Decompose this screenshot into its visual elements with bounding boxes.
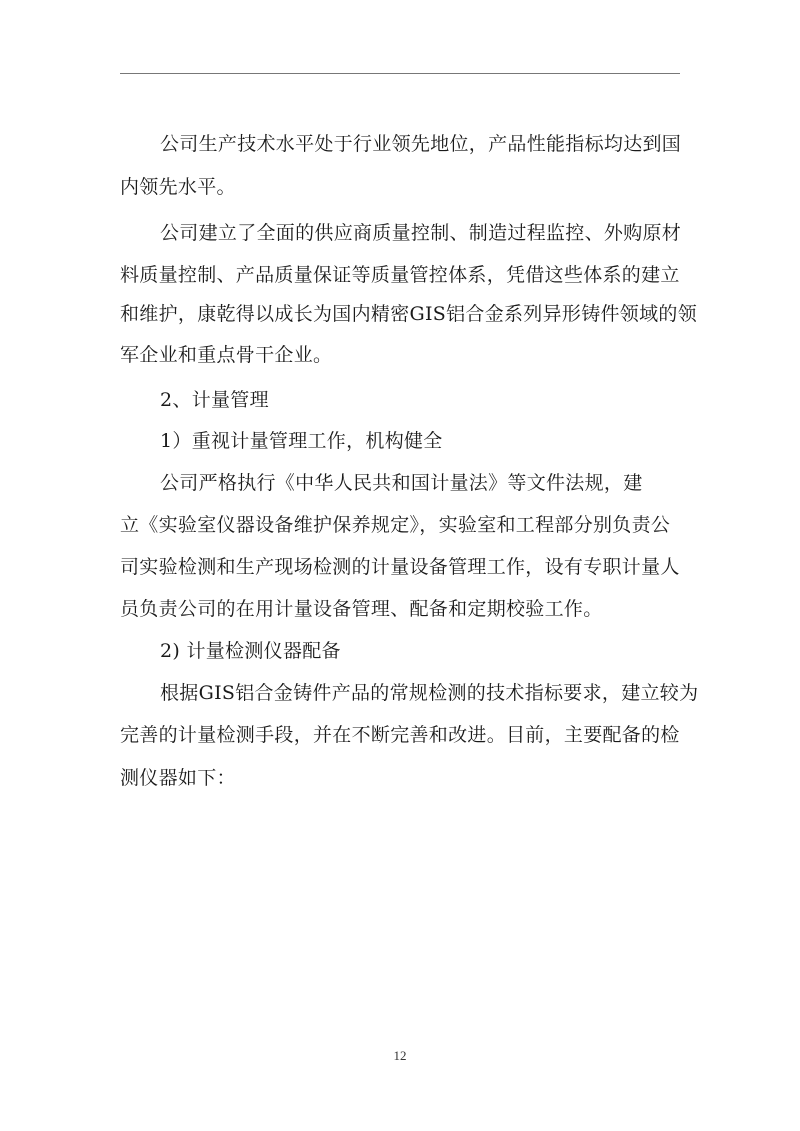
text-line: 内领先水平。 (120, 176, 236, 198)
text-line: 根据GIS铝合金铸件产品的常规检测的技术指标要求，建立较为 (160, 682, 699, 704)
text-line: 测仪器如下： (120, 767, 236, 789)
text-line: 公司严格执行《中华人民共和国计量法》等文件法规，建 (160, 472, 643, 494)
section-heading: 2、计量管理 (160, 389, 269, 411)
text-line: 立《实验室仪器设备维护保养规定》，实验室和工程部分别负责公 (120, 514, 671, 536)
text-line: 完善的计量检测手段，并在不断完善和改进。目前，主要配备的检 (120, 724, 680, 746)
text-line: 军企业和重点骨干企业。 (120, 344, 333, 366)
subsection-heading: 2) 计量检测仪器配备 (160, 640, 341, 662)
text-line: 料质量控制、产品质量保证等质量管控体系，凭借这些体系的建立 (120, 264, 680, 286)
subsection-heading: 1）重视计量管理工作，机构健全 (160, 430, 443, 452)
text-line: 和维护，康乾得以成长为国内精密GIS铝合金系列异形铸件领域的领 (120, 303, 698, 325)
page-number: 12 (393, 1048, 407, 1063)
text-line: 公司建立了全面的供应商质量控制、制造过程监控、外购原材 (160, 222, 682, 244)
text-line: 公司生产技术水平处于行业领先地位，产品性能指标均达到国 (160, 133, 682, 155)
text-line: 司实验检测和生产现场检测的计量设备管理工作，设有专职计量人 (120, 556, 680, 578)
header-rule (120, 73, 680, 74)
text-line: 员负责公司的在用计量设备管理、配备和定期校验工作。 (120, 598, 603, 620)
